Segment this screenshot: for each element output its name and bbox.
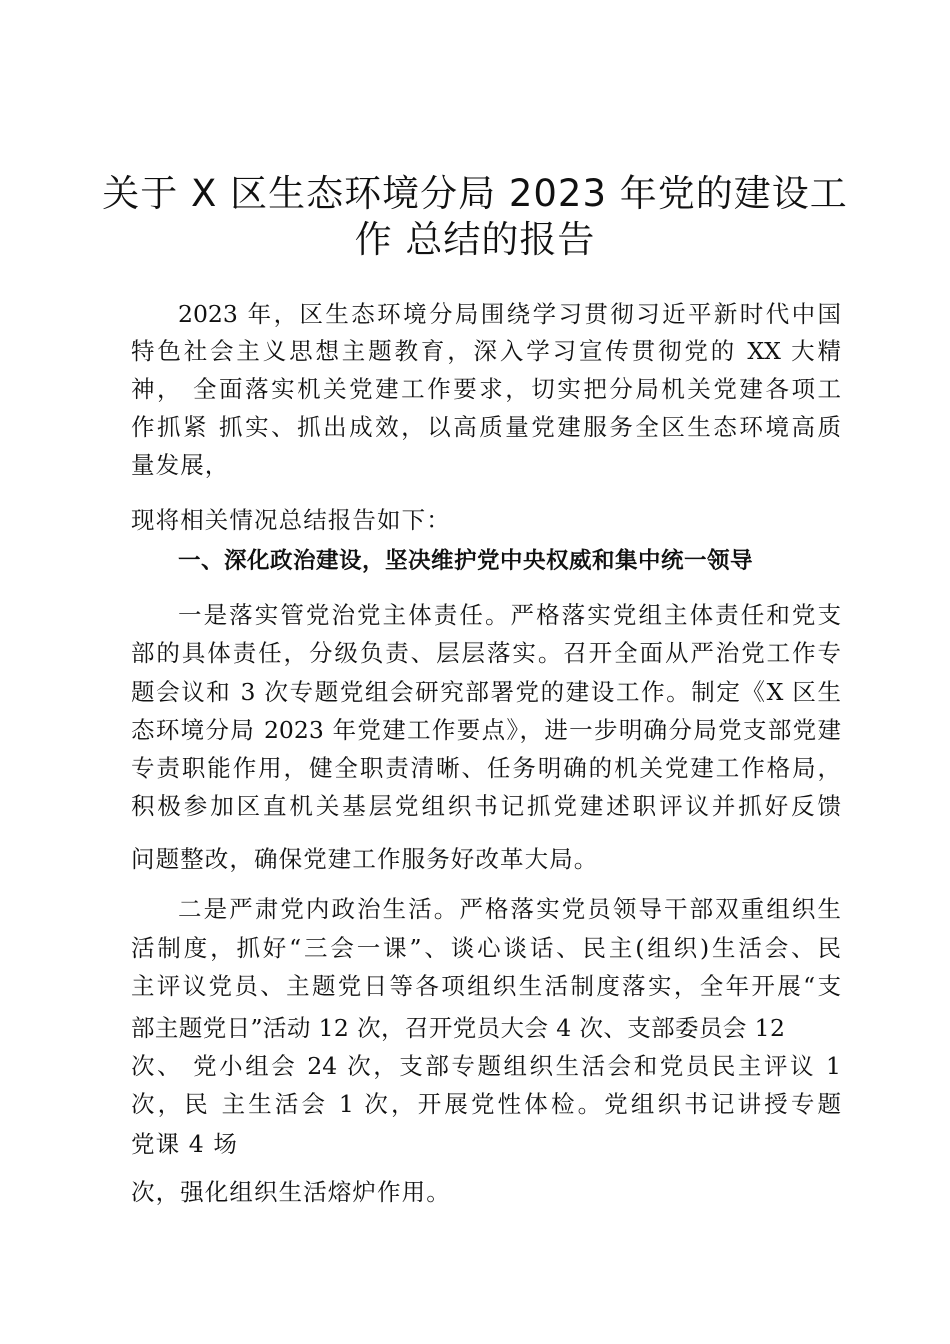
section-heading: 一、深化政治建设，坚决维护党中央权威和集中统一领导 [178, 548, 754, 574]
paragraph-line: 次，强化组织生活熔炉作用。 [131, 1178, 451, 1206]
intro-line: 量发展， [131, 451, 230, 479]
paragraph-line: 部主题党日”活动 12 次，召开党员大会 4 次、支部委员会 12 [131, 1014, 786, 1042]
summary-line: 现将相关情况总结报告如下： [131, 506, 451, 534]
paragraph-line: 题会议和 3 次专题党组会研究部署党的建设工作。制定《X 区生 [131, 678, 841, 706]
document-title-line-2: 作 总结的报告 [354, 218, 596, 261]
paragraph-line: 问题整改，确保党建工作服务好改革大局。 [131, 845, 599, 873]
document-title-line-1: 关于 X 区生态环境分局 2023 年党的建设工 [102, 172, 848, 215]
paragraph-line: 主评议党员、主题党日等各项组织生活制度落实，全年开展“支 [131, 972, 841, 1000]
paragraph-line: 专责职能作用，健全职责清晰、任务明确的机关党建工作格局， [131, 754, 841, 782]
paragraph-line: 积极参加区直机关基层党组织书记抓党建述职评议并抓好反馈 [131, 792, 841, 820]
intro-line: 神， 全面落实机关党建工作要求，切实把分局机关党建各项工 [131, 375, 841, 403]
paragraph-line: 二是严肃党内政治生活。严格落实党员领导干部双重组织生 [178, 895, 841, 923]
intro-line: 特色社会主义思想主题教育，深入学习宣传贯彻党的 XX 大精 [131, 337, 841, 365]
paragraph-line: 次，民 主生活会 1 次，开展党性体检。党组织书记讲授专题 [131, 1090, 841, 1118]
paragraph-line: 党课 4 场 [131, 1130, 238, 1158]
intro-line: 2023 年，区生态环境分局围绕学习贯彻习近平新时代中国 [178, 300, 841, 328]
paragraph-line: 部的具体责任，分级负责、层层落实。召开全面从严治党工作专 [131, 639, 841, 667]
paragraph-line: 一是落实管党治党主体责任。严格落实党组主体责任和党支 [178, 601, 841, 629]
paragraph-line: 次、 党小组会 24 次，支部专题组织生活会和党员民主评议 1 [131, 1052, 841, 1080]
paragraph-line: 活制度，抓好“三会一课”、谈心谈话、民主(组织)生活会、民 [131, 934, 841, 962]
intro-line: 作抓紧 抓实、抓出成效，以高质量党建服务全区生态环境高质 [131, 413, 841, 441]
paragraph-line: 态环境分局 2023 年党建工作要点》，进一步明确分局党支部党建 [131, 716, 841, 744]
